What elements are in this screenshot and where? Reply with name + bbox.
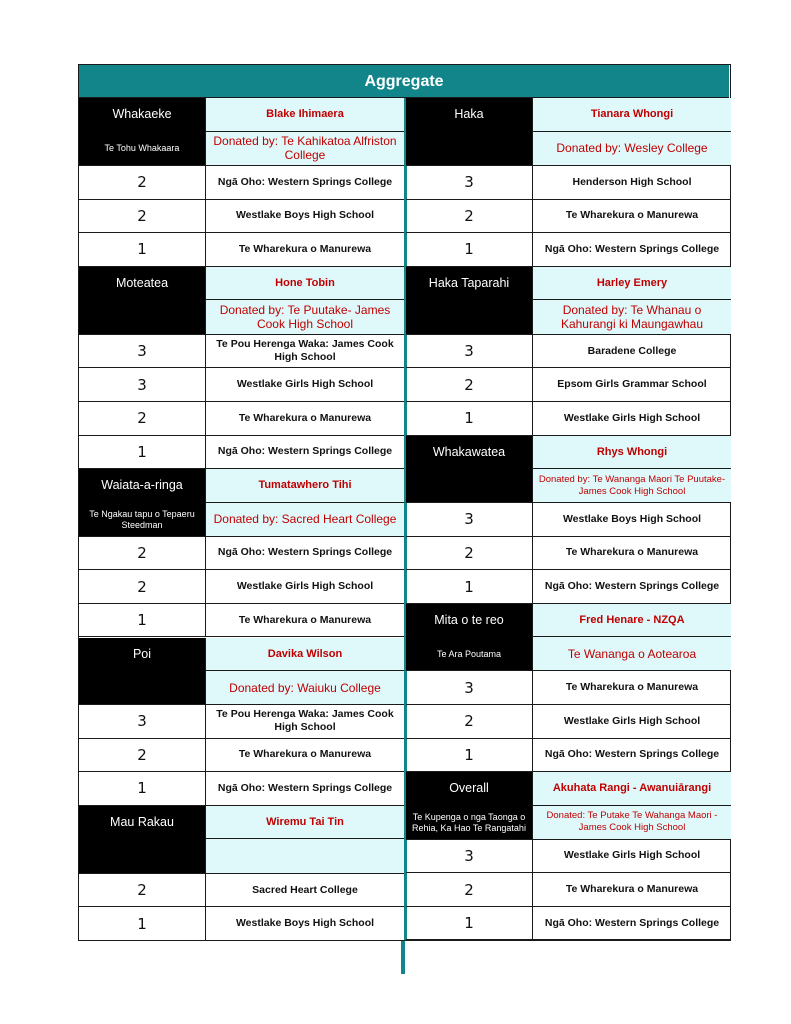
result-row: [79, 739, 404, 773]
school-name: Ngā Oho: Western Springs College: [544, 748, 720, 761]
category-moteatea: [79, 267, 404, 335]
rank-value: 1: [406, 233, 533, 266]
award-recipient: Wiremu Tai Tin: [206, 806, 404, 840]
category-whakaeke: [79, 98, 404, 166]
school-name: Te Wharekura o Manurewa: [565, 883, 699, 896]
category-mita-o-te-reo: [406, 604, 731, 672]
rank-value: 3: [406, 335, 533, 368]
bottom-divider: [401, 941, 405, 974]
result-row: [79, 907, 404, 941]
result-row: [79, 166, 404, 200]
category-mau-rakau: [79, 806, 404, 874]
rank-value: 3: [79, 335, 206, 368]
rank-value: 2: [79, 874, 206, 907]
rank-value: 1: [79, 436, 206, 469]
rank-value: 2: [79, 537, 206, 570]
award-donor: Te Wananga o Aotearoa: [533, 637, 731, 670]
school-name: Westlake Girls High School: [563, 849, 701, 862]
category-waiata-a-ringa: [79, 469, 404, 537]
award-recipient: Fred Henare - NZQA: [533, 604, 731, 638]
result-row: [406, 200, 731, 234]
rank-value: 3: [79, 368, 206, 401]
school-name: Henderson High School: [572, 175, 692, 188]
school-name: Westlake Boys High School: [235, 209, 375, 222]
rank-value: 1: [79, 604, 206, 637]
result-row: [79, 436, 404, 470]
result-row: [79, 772, 404, 806]
category-cell: [79, 469, 206, 536]
category-subtitle: Te Ngakau tapu o Tepaeru Steedman: [89, 508, 195, 530]
school-name: Epsom Girls Grammar School: [557, 378, 707, 391]
award-donor: Donated by: Wesley College: [533, 132, 731, 166]
school-name: Westlake Girls High School: [236, 580, 374, 593]
category-overall: [406, 772, 731, 840]
award-recipient: Davika Wilson: [206, 638, 404, 672]
school-name: Te Pou Herenga Waka: James Cook High School: [216, 338, 394, 364]
award-donor: Donated by: Te Puutake- James Cook High School: [206, 300, 404, 334]
school-name: Te Wharekura o Manurewa: [238, 411, 372, 424]
rank-value: 1: [406, 907, 533, 940]
category-cell: [406, 267, 533, 334]
award-recipient: Hone Tobin: [206, 267, 404, 301]
category-cell: [406, 98, 533, 165]
result-row: [406, 907, 731, 941]
school-name: Sacred Heart College: [252, 883, 358, 896]
award-donor: Donated by: Sacred Heart College: [206, 503, 404, 536]
result-row: [406, 233, 731, 267]
rank-value: 2: [406, 705, 533, 738]
rank-value: 2: [406, 200, 533, 233]
award-donor: [206, 839, 404, 873]
school-name: Westlake Girls High School: [563, 714, 701, 727]
school-name: Baradene College: [587, 344, 677, 357]
category-poi: [79, 638, 404, 706]
category-cell: [79, 267, 206, 334]
results-table: [78, 64, 731, 941]
award-recipient: Akuhata Rangi - Awanuiārangi: [533, 772, 731, 806]
result-row: [406, 503, 731, 537]
rank-value: 2: [79, 166, 206, 199]
category-name: Haka: [454, 107, 484, 121]
result-row: [79, 200, 404, 234]
result-row: [79, 874, 404, 908]
award-recipient: Harley Emery: [533, 267, 731, 301]
category-subtitle: Te Tohu Whakaara: [104, 143, 180, 154]
category-cell: [406, 436, 533, 503]
category-name: Poi: [132, 646, 152, 661]
category-name: Whakawatea: [432, 444, 506, 459]
award-recipient: Tumatawhero Tihi: [206, 469, 404, 503]
school-name: Ngā Oho: Western Springs College: [217, 175, 393, 188]
category-name: Haka Taparahi: [428, 275, 510, 290]
category-cell: [79, 806, 206, 873]
school-name: Ngā Oho: Western Springs College: [217, 546, 393, 559]
category-name: Overall: [449, 781, 489, 796]
school-name: Ngā Oho: Western Springs College: [544, 580, 720, 593]
result-row: [406, 840, 731, 874]
category-name: Whakaeke: [112, 107, 172, 121]
school-name: Te Wharekura o Manurewa: [238, 613, 372, 626]
category-subtitle: Te Kupenga o nga Taonga o Rehia, Ka Hao Te Rangatahi: [412, 811, 526, 833]
school-name: Westlake Girls High School: [563, 411, 701, 424]
result-row: [79, 368, 404, 402]
category-cell: [406, 772, 533, 839]
result-row: [406, 166, 731, 200]
category-cell: [79, 98, 206, 165]
result-row: [79, 570, 404, 604]
result-row: [79, 604, 404, 638]
school-name: Ngā Oho: Western Springs College: [217, 781, 393, 794]
result-row: [406, 705, 731, 739]
result-row: [406, 739, 731, 773]
school-name: Westlake Boys High School: [562, 512, 702, 525]
rank-value: 1: [79, 907, 206, 940]
rank-value: 2: [79, 200, 206, 233]
category-name: Mita o te reo: [434, 612, 504, 627]
school-name: Te Wharekura o Manurewa: [238, 242, 372, 255]
award-donor: Donated by: Te Wananga Maori Te Puutake- James Cook High School: [533, 469, 731, 502]
table-title: Aggregate: [79, 65, 729, 98]
result-row: [406, 402, 731, 436]
school-name: Te Pou Herenga Waka: James Cook High School: [216, 708, 394, 734]
award-recipient: Tianara Whongi: [533, 98, 731, 132]
rank-value: 2: [406, 537, 533, 570]
result-row: [79, 233, 404, 267]
rank-value: 3: [406, 166, 533, 199]
school-name: Ngā Oho: Western Springs College: [544, 242, 720, 255]
rank-value: 1: [406, 739, 533, 772]
school-name: Te Wharekura o Manurewa: [565, 546, 699, 559]
category-subtitle: Te Ara Poutama: [436, 648, 502, 659]
category-name: Waiata-a-ringa: [101, 478, 183, 493]
rank-value: 1: [406, 570, 533, 603]
category-name: Mau Rakau: [110, 814, 174, 829]
rank-value: 1: [406, 402, 533, 435]
award-donor: Donated by: Waiuku College: [206, 671, 404, 704]
school-name: Westlake Girls High School: [236, 378, 374, 391]
school-name: Te Wharekura o Manurewa: [565, 209, 699, 222]
rank-value: 1: [79, 233, 206, 266]
result-row: [406, 335, 731, 369]
award-recipient: Blake Ihimaera: [206, 98, 404, 132]
rank-value: 3: [406, 503, 533, 536]
result-row: [406, 537, 731, 571]
rank-value: 2: [406, 368, 533, 401]
school-name: Te Wharekura o Manurewa: [565, 681, 699, 694]
category-haka: [406, 98, 731, 166]
rank-value: 2: [79, 402, 206, 435]
rank-value: 2: [79, 739, 206, 772]
school-name: Ngā Oho: Western Springs College: [544, 916, 720, 929]
school-name: Westlake Boys High School: [235, 917, 375, 930]
category-cell: [406, 604, 533, 671]
result-row: [406, 570, 731, 604]
award-donor: Donated: Te Putake Te Wahanga Maori - James Cook High School: [533, 806, 731, 839]
rank-value: 1: [79, 772, 206, 805]
rank-value: 2: [79, 570, 206, 603]
category-haka-taparahi: [406, 267, 731, 335]
result-row: [406, 671, 731, 705]
rank-value: 3: [406, 671, 533, 704]
result-row: [79, 335, 404, 369]
category-whakawatea: [406, 436, 731, 504]
result-row: [79, 705, 404, 739]
result-row: [79, 402, 404, 436]
rank-value: 2: [406, 873, 533, 906]
result-row: [406, 873, 731, 907]
school-name: Te Wharekura o Manurewa: [238, 748, 372, 761]
award-donor: Donated by: Te Whanau o Kahurangi ki Maungawhau: [533, 300, 731, 334]
award-donor: Donated by: Te Kahikatoa Alfriston College: [206, 132, 404, 166]
school-name: Ngā Oho: Western Springs College: [217, 445, 393, 458]
rank-value: 3: [406, 840, 533, 873]
award-recipient: Rhys Whongi: [533, 436, 731, 470]
category-name: Moteatea: [115, 275, 169, 290]
category-cell: [79, 638, 206, 705]
result-row: [79, 537, 404, 571]
result-row: [406, 368, 731, 402]
rank-value: 3: [79, 705, 206, 738]
